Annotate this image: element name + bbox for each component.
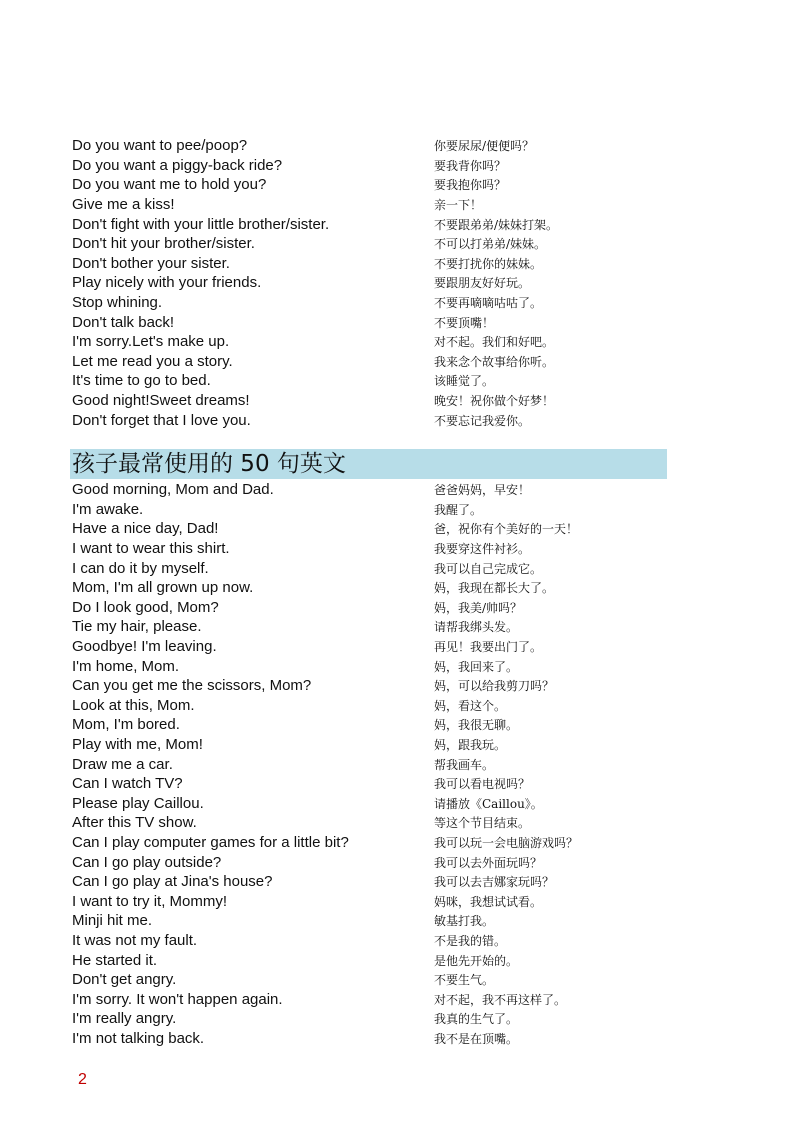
phrase-row (70, 872, 670, 892)
phrase-row (70, 293, 670, 313)
phrase-row (70, 558, 670, 578)
chinese-translation: 我可以去吉娜家玩吗？ (434, 875, 555, 890)
phrase-row (70, 754, 670, 774)
chinese-translation: 我可以去外面玩吗？ (434, 855, 543, 870)
chinese-translation: 妈，我现在都长大了。 (434, 581, 555, 596)
english-phrase: Mom, I'm all grown up now. (72, 579, 254, 597)
phrase-row (70, 410, 670, 430)
english-phrase: Can I play computer games for a little bit? (72, 833, 349, 851)
phrase-row (70, 696, 670, 716)
english-phrase: I'm really angry. (72, 1010, 177, 1028)
phrase-row (70, 970, 670, 990)
phrase-row (70, 214, 670, 234)
chinese-translation: 不是我的错。 (434, 933, 507, 948)
chinese-translation: 亲一下！ (434, 198, 483, 213)
english-phrase: Goodbye! I'm leaving. (72, 638, 217, 656)
chinese-translation: 妈，跟我玩。 (434, 738, 507, 753)
chinese-translation: 我真的生气了。 (434, 1012, 519, 1027)
phrase-row (70, 195, 670, 215)
chinese-translation: 该睡觉了。 (434, 374, 495, 389)
chinese-translation: 我可以自己完成它。 (434, 561, 543, 576)
phrase-row (70, 891, 670, 911)
english-phrase: Minji hit me. (72, 912, 153, 930)
phrase-row (70, 136, 670, 156)
phrase-row (70, 234, 670, 254)
chinese-translation: 要我抱你吗？ (434, 178, 507, 193)
english-phrase: Don't get angry. (72, 971, 177, 989)
english-phrase: I'm sorry.Let's make up. (72, 333, 230, 351)
english-phrase: Tie my hair, please. (72, 618, 202, 636)
chinese-translation: 不要再嘀嘀咕咕了。 (434, 296, 543, 311)
phrase-row (70, 794, 670, 814)
english-phrase: Do you want a piggy-back ride? (72, 156, 283, 174)
phrase-row (70, 254, 670, 274)
english-phrase: I want to wear this shirt. (72, 540, 230, 558)
english-phrase: Play with me, Mom! (72, 736, 203, 754)
chinese-translation: 不要跟弟弟/妹妹打架。 (434, 217, 559, 232)
phrase-row (70, 175, 670, 195)
english-phrase: Can I go play at Jina's house? (72, 873, 273, 891)
english-phrase: Let me read you a story. (72, 352, 233, 370)
chinese-translation: 妈，我美/帅吗？ (434, 600, 523, 615)
chinese-translation: 我可以看电视吗？ (434, 777, 531, 792)
phrase-row (70, 833, 670, 853)
chinese-translation: 不要顶嘴！ (434, 315, 495, 330)
phrase-row (70, 578, 670, 598)
phrase-row (70, 637, 670, 657)
english-phrase: Don't hit your brother/sister. (72, 235, 255, 253)
english-phrase: Do you want me to hold you? (72, 176, 267, 194)
chinese-translation: 等这个节目结束。 (434, 816, 531, 831)
phrase-row (70, 676, 670, 696)
chinese-translation: 我醒了。 (434, 502, 483, 517)
english-phrase: Do I look good, Mom? (72, 598, 219, 616)
phrase-row (70, 813, 670, 833)
chinese-translation: 我要穿这件衬衫。 (434, 542, 531, 557)
phrase-list-children (70, 480, 670, 1048)
chinese-translation: 请播放《Caillou》。 (434, 796, 543, 811)
phrase-row (70, 735, 670, 755)
chinese-translation: 妈，我很无聊。 (434, 718, 519, 733)
chinese-translation: 不要忘记我爱你。 (434, 413, 531, 428)
english-phrase: He started it. (72, 951, 158, 969)
section-title: 孩子最常使用的 50 句英文 (70, 449, 667, 479)
chinese-translation: 不要打扰你的妹妹。 (434, 256, 543, 271)
chinese-translation: 妈，可以给我剪刀吗？ (434, 679, 555, 694)
chinese-translation: 再见！我要出门了。 (434, 640, 543, 655)
chinese-translation: 请帮我绑头发。 (434, 620, 519, 635)
english-phrase: Can you get me the scissors, Mom? (72, 677, 312, 695)
english-phrase: I can do it by myself. (72, 559, 209, 577)
chinese-translation: 对不起，我不再这样了。 (434, 992, 567, 1007)
phrase-row (70, 391, 670, 411)
english-phrase: Can I go play outside? (72, 853, 222, 871)
english-phrase: I want to try it, Mommy! (72, 892, 228, 910)
chinese-translation: 你要尿尿/便便吗？ (434, 139, 535, 154)
phrase-row (70, 352, 670, 372)
english-phrase: I'm sorry. It won't happen again. (72, 990, 283, 1008)
phrase-row (70, 774, 670, 794)
chinese-translation: 不可以打弟弟/妹妹。 (434, 237, 547, 252)
english-phrase: After this TV show. (72, 814, 197, 832)
chinese-translation: 敏基打我。 (434, 914, 495, 929)
phrase-row (70, 989, 670, 1009)
english-phrase: Good morning, Mom and Dad. (72, 481, 274, 499)
phrase-row (70, 617, 670, 637)
phrase-row (70, 500, 670, 520)
phrase-row (70, 950, 670, 970)
phrase-row (70, 656, 670, 676)
english-phrase: Don't forget that I love you. (72, 411, 251, 429)
chinese-translation: 晚安！祝你做个好梦！ (434, 394, 555, 409)
english-phrase: Good night!Sweet dreams! (72, 392, 250, 410)
english-phrase: Have a nice day, Dad! (72, 520, 219, 538)
english-phrase: I'm not talking back. (72, 1029, 205, 1047)
chinese-translation: 我可以玩一会电脑游戏吗？ (434, 835, 579, 850)
phrase-row (70, 273, 670, 293)
chinese-translation: 我来念个故事给你听。 (434, 354, 555, 369)
chinese-translation: 爸爸妈妈，早安！ (434, 483, 531, 498)
chinese-translation: 妈，我回来了。 (434, 659, 519, 674)
phrase-row (70, 519, 670, 539)
chinese-translation: 我不是在顶嘴。 (434, 1031, 519, 1046)
phrase-row (70, 539, 670, 559)
phrase-row (70, 1029, 670, 1049)
chinese-translation: 爸，祝你有个美好的一天！ (434, 522, 579, 537)
phrase-row (70, 371, 670, 391)
phrase-row (70, 1009, 670, 1029)
chinese-translation: 是他先开始的。 (434, 953, 519, 968)
phrase-row (70, 312, 670, 332)
phrase-row (70, 480, 670, 500)
english-phrase: Mom, I'm bored. (72, 716, 180, 734)
chinese-translation: 妈，看这个。 (434, 698, 507, 713)
english-phrase: Draw me a car. (72, 755, 173, 773)
english-phrase: I'm awake. (72, 500, 144, 518)
chinese-translation: 不要生气。 (434, 973, 495, 988)
phrase-row (70, 931, 670, 951)
chinese-translation: 要跟朋友好好玩。 (434, 276, 531, 291)
english-phrase: Stop whining. (72, 294, 163, 312)
page-number: 2 (78, 1071, 87, 1088)
chinese-translation: 帮我画车。 (434, 757, 495, 772)
chinese-translation: 对不起。我们和好吧。 (434, 335, 555, 350)
english-phrase: Look at this, Mom. (72, 696, 195, 714)
phrase-row (70, 715, 670, 735)
english-phrase: Don't talk back! (72, 313, 175, 331)
english-phrase: Can I watch TV? (72, 775, 183, 793)
english-phrase: Give me a kiss! (72, 196, 175, 214)
phrase-row (70, 332, 670, 352)
phrase-list-parents (70, 136, 670, 430)
english-phrase: Don't bother your sister. (72, 254, 230, 272)
phrase-row (70, 911, 670, 931)
phrase-row (70, 156, 670, 176)
english-phrase: I'm home, Mom. (72, 657, 180, 675)
english-phrase: Don't fight with your little brother/sister. (72, 215, 330, 233)
english-phrase: It was not my fault. (72, 931, 198, 949)
english-phrase: Play nicely with your friends. (72, 274, 262, 292)
chinese-translation: 妈咪，我想试试看。 (434, 894, 543, 909)
phrase-row (70, 598, 670, 618)
english-phrase: Please play Caillou. (72, 794, 204, 812)
phrase-row (70, 852, 670, 872)
chinese-translation: 要我背你吗？ (434, 158, 507, 173)
english-phrase: It's time to go to bed. (72, 372, 211, 390)
english-phrase: Do you want to pee/poop? (72, 137, 248, 155)
